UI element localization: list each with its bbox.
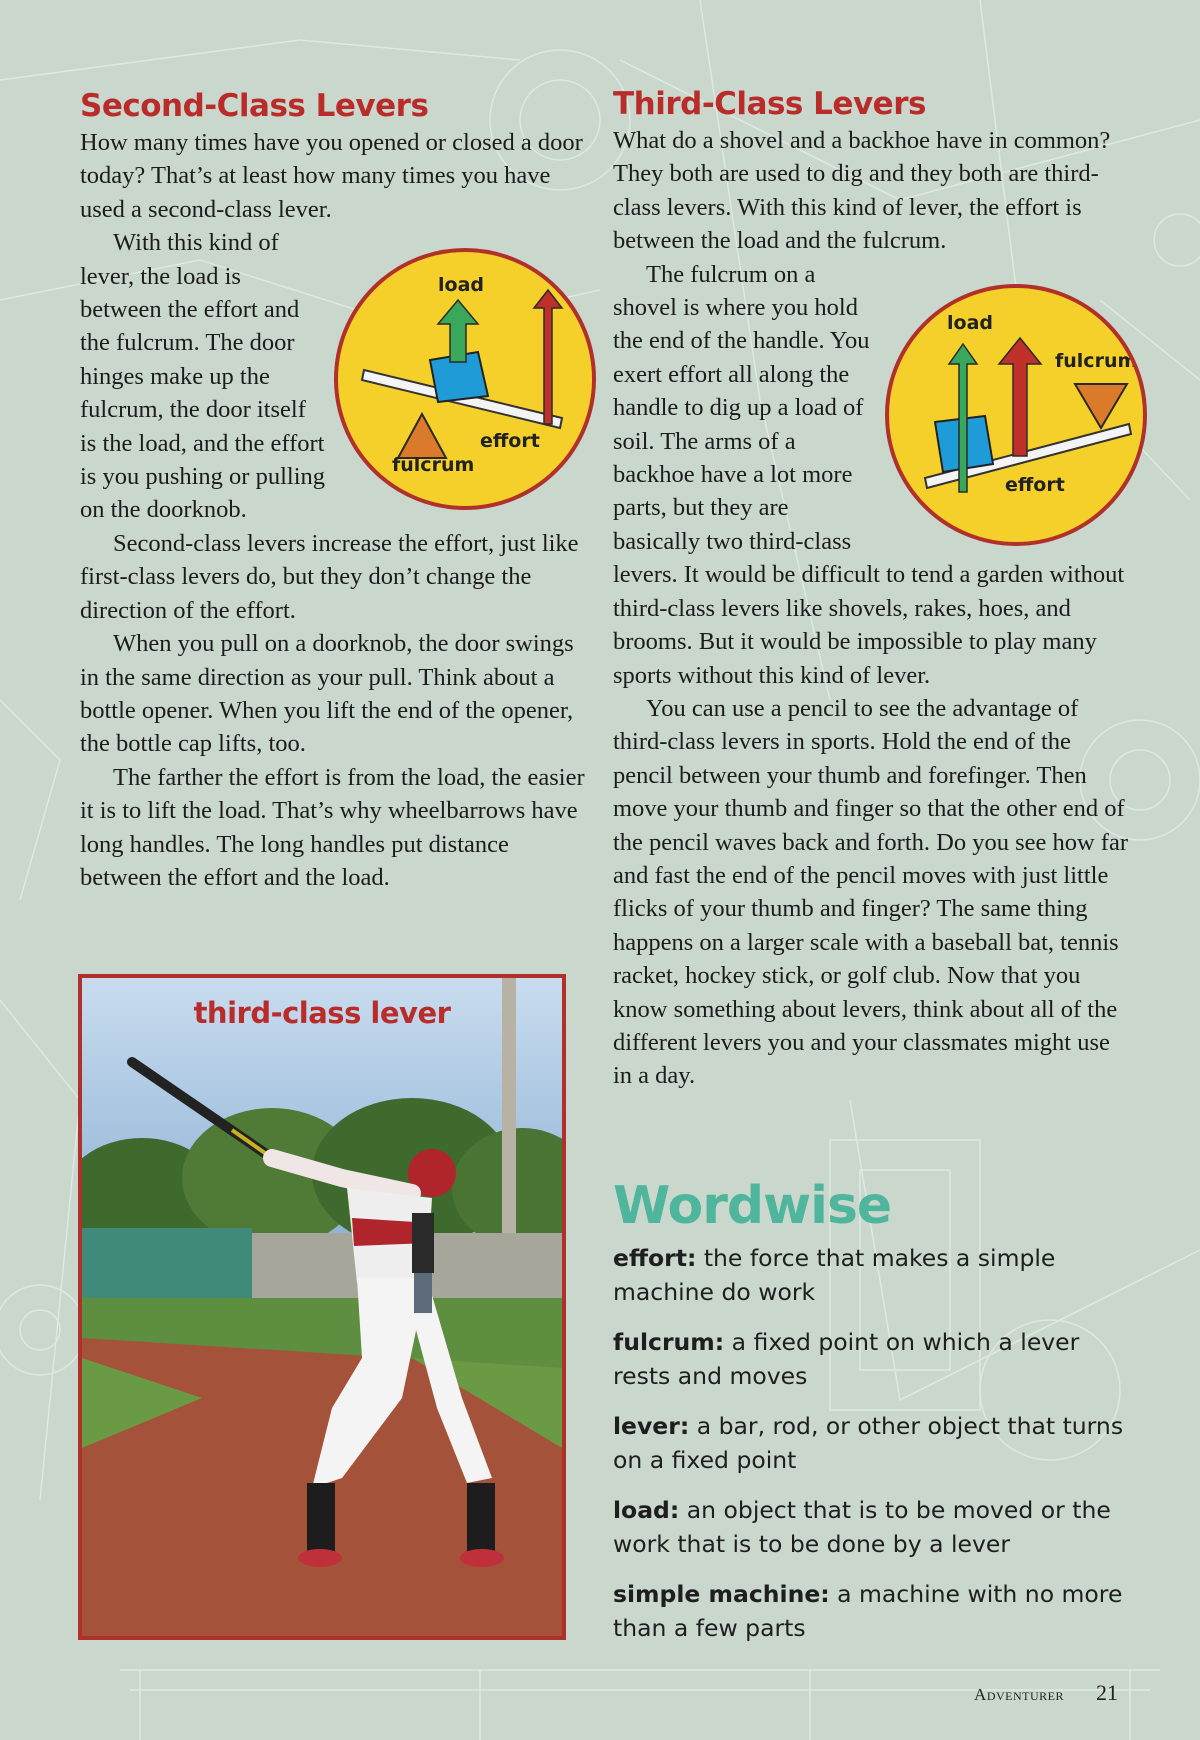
glossary-definition: the force that makes a simple machine do work bbox=[613, 1244, 1056, 1306]
paragraph-1: What do a shovel and a backhoe have in common? They both are used to dig and they both are third-class levers. With this kind of lever, the effort is between the load and the fulcrum. bbox=[613, 127, 1111, 255]
second-class-levers-heading: Second-Class Levers bbox=[80, 88, 429, 124]
glossary-term: fulcrum: bbox=[613, 1328, 725, 1356]
paragraph-3: You can use a pencil to see the advantage of third-class levers in sports. Hold the end of the pencil between your thumb and forefinger. Then move your thumb and finger so that the other end of the pencil waves back and forth. Do you see how far and fast the end of the pencil moves with just little flicks of your thumb and finger? The same thing happens on a larger scale with a baseball bat, tennis racket, hockey stick, or golf club. Now that you know something about levers, think about all of the different levers you and your classmates might use in a day. bbox=[613, 694, 1129, 1090]
second-class-lever-diagram bbox=[334, 248, 596, 510]
glossary-term: lever: bbox=[613, 1412, 690, 1440]
glossary-entry bbox=[613, 1242, 1133, 1309]
page-number: 21 bbox=[1096, 1680, 1118, 1705]
glossary-entry bbox=[613, 1410, 1133, 1477]
paragraph-5: The farther the effort is from the load, the easier it is to lift the load. That’s why wheelbarrows have long handles. The long handles put distance between the effort and the load. bbox=[80, 763, 585, 891]
glossary-definition: a bar, rod, or other object that turns on a fixed point bbox=[613, 1412, 1124, 1474]
paragraph-2: With this kind of lever, the load is between the effort and the fulcrum. The door hinges make up the fulcrum, the door itself is the load, and the effort is you pushing or pulling on the doorknob. bbox=[80, 229, 326, 524]
second-class-levers-section bbox=[80, 88, 590, 894]
paragraph-2: The fulcrum on a shovel is where you hold the end of the handle. You exert effort all along the handle to dig up a load of soil. The arms of a backhoe have a lot more parts, but they are basically two third-class levers. It would be difficult to tend a garden without third-class levers like shovels, rakes, hoes, and brooms. But it would be impossible to play many sports without this kind of lever. bbox=[613, 260, 1125, 689]
diagram-fulcrum-label: fulcrum bbox=[1055, 349, 1138, 372]
diagram-effort-label: effort bbox=[1005, 473, 1065, 496]
glossary-definition: an object that is to be moved or the work that is to be done by a lever bbox=[613, 1496, 1111, 1558]
glossary-entry bbox=[613, 1326, 1133, 1393]
second-class-lever-diagram-wrap bbox=[334, 248, 600, 510]
wordwise-heading: Wordwise bbox=[613, 1176, 892, 1236]
diagram-fulcrum-label: fulcrum bbox=[392, 454, 475, 477]
glossary-entry bbox=[613, 1494, 1133, 1561]
glossary-definition: a machine with no more than a few parts bbox=[613, 1580, 1123, 1642]
baseball-batter-photo bbox=[78, 974, 566, 1640]
glossary-term: effort: bbox=[613, 1244, 697, 1272]
diagram-effort-label: effort bbox=[480, 430, 540, 453]
glossary-term: simple machine: bbox=[613, 1580, 830, 1608]
page-footer bbox=[974, 1680, 1118, 1706]
glossary-entry bbox=[613, 1578, 1133, 1645]
third-class-lever-diagram-wrap bbox=[885, 284, 1151, 546]
photo-caption-title: third-class lever bbox=[193, 996, 451, 1030]
third-class-levers-section bbox=[613, 86, 1138, 1093]
diagram-load-label: load bbox=[947, 311, 993, 334]
diagram-load-label: load bbox=[438, 274, 484, 297]
paragraph-1: How many times have you opened or closed a door today? That’s at least how many times you have used a second-class lever. bbox=[80, 129, 583, 223]
paragraph-4: When you pull on a doorknob, the door swings in the same direction as your pull. Think about a bottle opener. When you lift the end of the opener, the bottle cap lifts, too. bbox=[80, 630, 574, 758]
third-class-levers-heading: Third-Class Levers bbox=[613, 86, 926, 122]
third-class-lever-diagram bbox=[885, 284, 1147, 546]
publication-name: Adventurer bbox=[974, 1685, 1064, 1704]
paragraph-3: Second-class levers increase the effort, just like first-class levers do, but they don’t change the direction of the effort. bbox=[80, 529, 579, 624]
glossary-term: load: bbox=[613, 1496, 680, 1524]
wordwise-glossary bbox=[613, 1176, 1133, 1662]
glossary-definition: a fixed point on which a lever rests and moves bbox=[613, 1328, 1080, 1390]
